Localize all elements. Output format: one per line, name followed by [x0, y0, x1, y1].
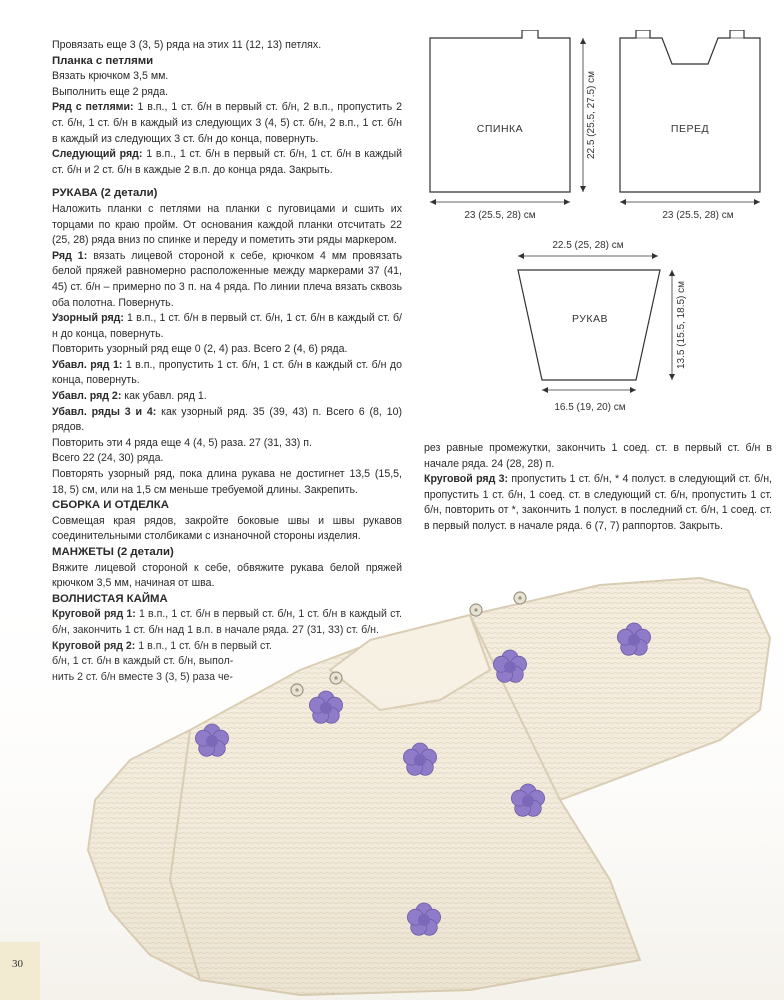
sleeve-outline [518, 270, 660, 380]
sleeve-bottom-label: 16.5 (19, 20) см [554, 402, 626, 413]
repeat-pattern-line: Повторить узорный ряд еще 0 (2, 4) раз. Всего 2 (4, 6) ряда. [52, 343, 348, 356]
continued-paragraph: рез равные промежутки, закончить 1 соед. ст. в первый ст. б/н в начале ряда. 24 (28, 28) п. [424, 442, 772, 470]
right-column-text [424, 441, 772, 535]
front-width-label: 23 (25.5, 28) см [662, 210, 734, 221]
schematic-diagram [408, 30, 784, 420]
page-number: 30 [12, 958, 23, 970]
dec2-paragraph [52, 389, 402, 405]
assembly-heading: СБОРКА И ОТДЕЛКА [52, 499, 169, 512]
cuffs-heading: МАНЖЕТЫ (2 детали) [52, 546, 174, 558]
dec2-text: как убавл. ряд 1. [121, 390, 207, 403]
dec2-label: Убавл. ряд 2: [52, 390, 122, 403]
sweater-illustration [0, 560, 784, 1000]
back-width-dimension [430, 199, 570, 221]
repeat-four-line: Повторить эти 4 ряда еще 4 (4, 5) раза. 27 (31, 33) п. [52, 436, 312, 449]
next-row-paragraph [52, 147, 402, 178]
loop-row-text: 1 в.п., 1 ст. б/н в первый ст. б/н, 2 в.п., пропустить 2 ст. б/н, 1 ст. б/н в каждый из следующих 3 (4, 5) ст. б/н, 2 в.п., 1 ст. б/н в каждый из следующих 3 ст. б/н до конца, повернуть. [52, 101, 402, 145]
back-height-label: 22.5 (25.5, 27.5) см [586, 70, 597, 160]
sleeve-bottom-dimension [542, 387, 636, 413]
row1-text: вязать лицевой стороной к себе, крючком 4 мм провязать белой пряжей равномерно расположенные между маркерами 37 (41, 45) ст. б/н – примерно по 3 п. на 4 ряда. По линии плеча вязать сквозь оба полотна. Повернуть. [52, 249, 403, 309]
sweater-photo [0, 560, 784, 1000]
placket-heading: Планка с петлями [52, 54, 154, 67]
front-width-dimension [620, 199, 760, 221]
sleeve-top-dimension [518, 240, 658, 259]
sleeves-heading: РУКАВА (2 детали) [52, 187, 158, 200]
dec1-paragraph [52, 358, 402, 389]
round3-text: пропустить 1 ст. б/н, * 4 полуст. в следующий ст. б/н, пропустить 1 ст. б/н, 1 соед. ст. в следующий ст. б/н, пропустить 1 ст. б/н, повторить от *, закончить 1 полуст. в последний ст. б/н, 1 соед. ст. в первый полуст. в начале ряда. 6 (7, 7) раппортов. Закрыть. [424, 473, 772, 532]
pattern-row-text: 1 в.п., 1 ст. б/н в первый ст. б/н, 1 ст. б/н в каждый ст. б/н до конца, повернуть. [52, 312, 402, 340]
next-row-label: Следующий ряд: [52, 148, 143, 161]
dec34-paragraph [52, 405, 402, 436]
sleeve-top-label: 22.5 (25, 28) см [552, 240, 624, 251]
pattern-row-paragraph [52, 311, 402, 342]
round3-paragraph [424, 472, 772, 534]
sleeves-paragraph: Наложить планки с петлями на планки с пуговицами и сшить их торцами по краю пройм. От основания каждой планки отсчитать 22 (25, 28) ряда вниз по спинке и переду и пометить эти ряды маркером. [52, 202, 402, 247]
back-label: СПИНКА [476, 123, 524, 135]
front-label: ПЕРЕД [670, 123, 710, 135]
schematic-svg [408, 30, 784, 420]
back-width-label: 23 (25.5, 28) см [464, 210, 536, 221]
sleeve-piece [518, 270, 660, 380]
next-row-text: 1 в.п., 1 ст. б/н в первый ст. б/н, 1 ст. б/н в каждый ст. б/н и 2 ст. б/н в каждые 2 в.п. до конца ряда. Закрыть. [52, 148, 402, 176]
intro-line: Провязать еще 3 (3, 5) ряда на этих 11 (12, 13) петлях. [52, 39, 322, 51]
sleeve-height-dimension [669, 270, 687, 380]
row1-label: Ряд 1: [52, 249, 88, 262]
round3-label: Круговой ряд 3: [424, 473, 509, 486]
button-icon [470, 604, 482, 616]
front-piece [620, 30, 760, 192]
page-number-tab [0, 942, 40, 1000]
sleeve-height-label: 13.5 (15.5, 18.5) см [676, 280, 687, 370]
dec34-label: Убавл. ряды 3 и 4: [52, 405, 157, 418]
front-outline [620, 30, 760, 192]
loop-row-label: Ряд с петлями: [52, 101, 134, 114]
sleeve-label: РУКАВ [571, 313, 609, 325]
back-piece [430, 30, 570, 192]
loop-row-paragraph [52, 100, 402, 147]
button-icon [514, 592, 526, 604]
placket-line-1: Вязать крючком 3,5 мм. [52, 70, 169, 83]
button-icon [330, 672, 342, 684]
button-icon [291, 684, 303, 696]
total-rows-line: Всего 22 (24, 30) ряда. [52, 452, 164, 465]
placket-line-2: Выполнить еще 2 ряда. [52, 85, 169, 98]
back-height-dimension [580, 38, 597, 192]
dec34-text: как узорный ряд. 35 (39, 43) п. Всего 6 (8, 10) рядов. [52, 405, 402, 434]
dec1-label: Убавл. ряд 1: [52, 358, 123, 371]
row1-paragraph [52, 249, 402, 311]
repeat-until-paragraph: Повторять узорный ряд, пока длина рукава не достигнет 13,5 (15,5, 18, 5) см, или на 1,5 см меньше требуемой длины. Закрепить. [52, 468, 402, 496]
back-outline [430, 30, 570, 192]
pattern-row-label: Узорный ряд: [52, 312, 124, 325]
dec1-text: 1 в.п., пропустить 1 ст. б/н, 1 ст. б/н в каждый ст. б/н до конца, повернуть. [52, 358, 402, 387]
assembly-paragraph: Совмещая края рядов, закройте боковые швы и швы рукавов соединительными столбиками с изнаночной стороны изделия. [52, 514, 402, 543]
